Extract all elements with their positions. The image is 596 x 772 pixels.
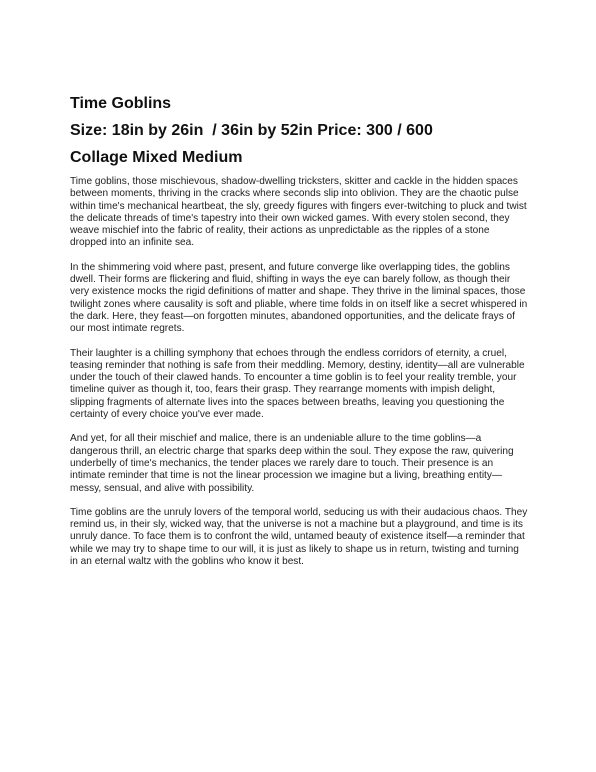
medium-line: Collage Mixed Medium <box>70 149 243 166</box>
paragraph-2: In the shimmering void where past, present, and future converge like overlapping tides, the goblins dwell. Their forms are flickering and fluid, shifting in ways the eye can barely follow, as though their very existence mocks the rigid definitions of matter and shape. They thrive in the liminal spaces, those twilight zones where causality is soft and pliable, where time folds in on itself like a secret whispered in the dark. Here, they feast—on forgotten minutes, abandoned opportunities, and the delicate frays of our most intimate regrets. <box>70 261 528 335</box>
paragraph-3: Their laughter is a chilling symphony that echoes through the endless corridors of eternity, a cruel, teasing reminder that nothing is safe from their meddling. Memory, destiny, identity—all are vulnerable under the touch of their clawed hands. To encounter a time goblin is to feel your reality tremble, your timeline quiver as though it, too, fears their grasp. They rearrange moments with impish delight, slipping fragments of alternate lives into the spaces between breaths, leaving you questioning the certainty of every choice you've ever made. <box>70 347 525 421</box>
size-price-line: Size: 18in by 26in / 36in by 52in Price: 300 / 600 <box>70 122 433 139</box>
paragraph-1: Time goblins, those mischievous, shadow-dwelling tricksters, skitter and cackle in the hidden spaces between moments, thriving in the cracks where seconds slip into oblivion. They are the chaotic pulse within time's mechanical heartbeat, the sly, greedy figures with fingers ever-twitching to pluck and twist the delicate threads of time's tapestry into their own wicked games. With every stolen second, they weave mischief into the fabric of reality, their actions as unpredictable as the ripples of a stone dropped into an infinite sea. <box>70 176 527 249</box>
document-page <box>70 94 528 580</box>
paragraph-4: And yet, for all their mischief and malice, there is an undeniable allure to the time goblins—a dangerous thrill, an electric charge that sparks deep within the soul. They expose the raw, quivering underbelly of time's mechanics, the tender places we rarely dare to touch. Their presence is an intimate reminder that time is not the linear procession we imagine but a living, breathing entity—messy, sensual, and alive with possibility. <box>70 433 514 494</box>
paragraph-5: Time goblins are the unruly lovers of the temporal world, seducing us with their audacious chaos. They remind us, in their sly, wicked way, that the universe is not a machine but a playground, and time is its unruly dance. To face them is to confront the wild, untamed beauty of existence itself—a reminder that while we may try to shape time to our will, it is just as likely to shape us in return, twisting and turning in an eternal waltz with the goblins who know it best. <box>70 506 528 568</box>
artwork-title: Time Goblins <box>70 95 172 112</box>
